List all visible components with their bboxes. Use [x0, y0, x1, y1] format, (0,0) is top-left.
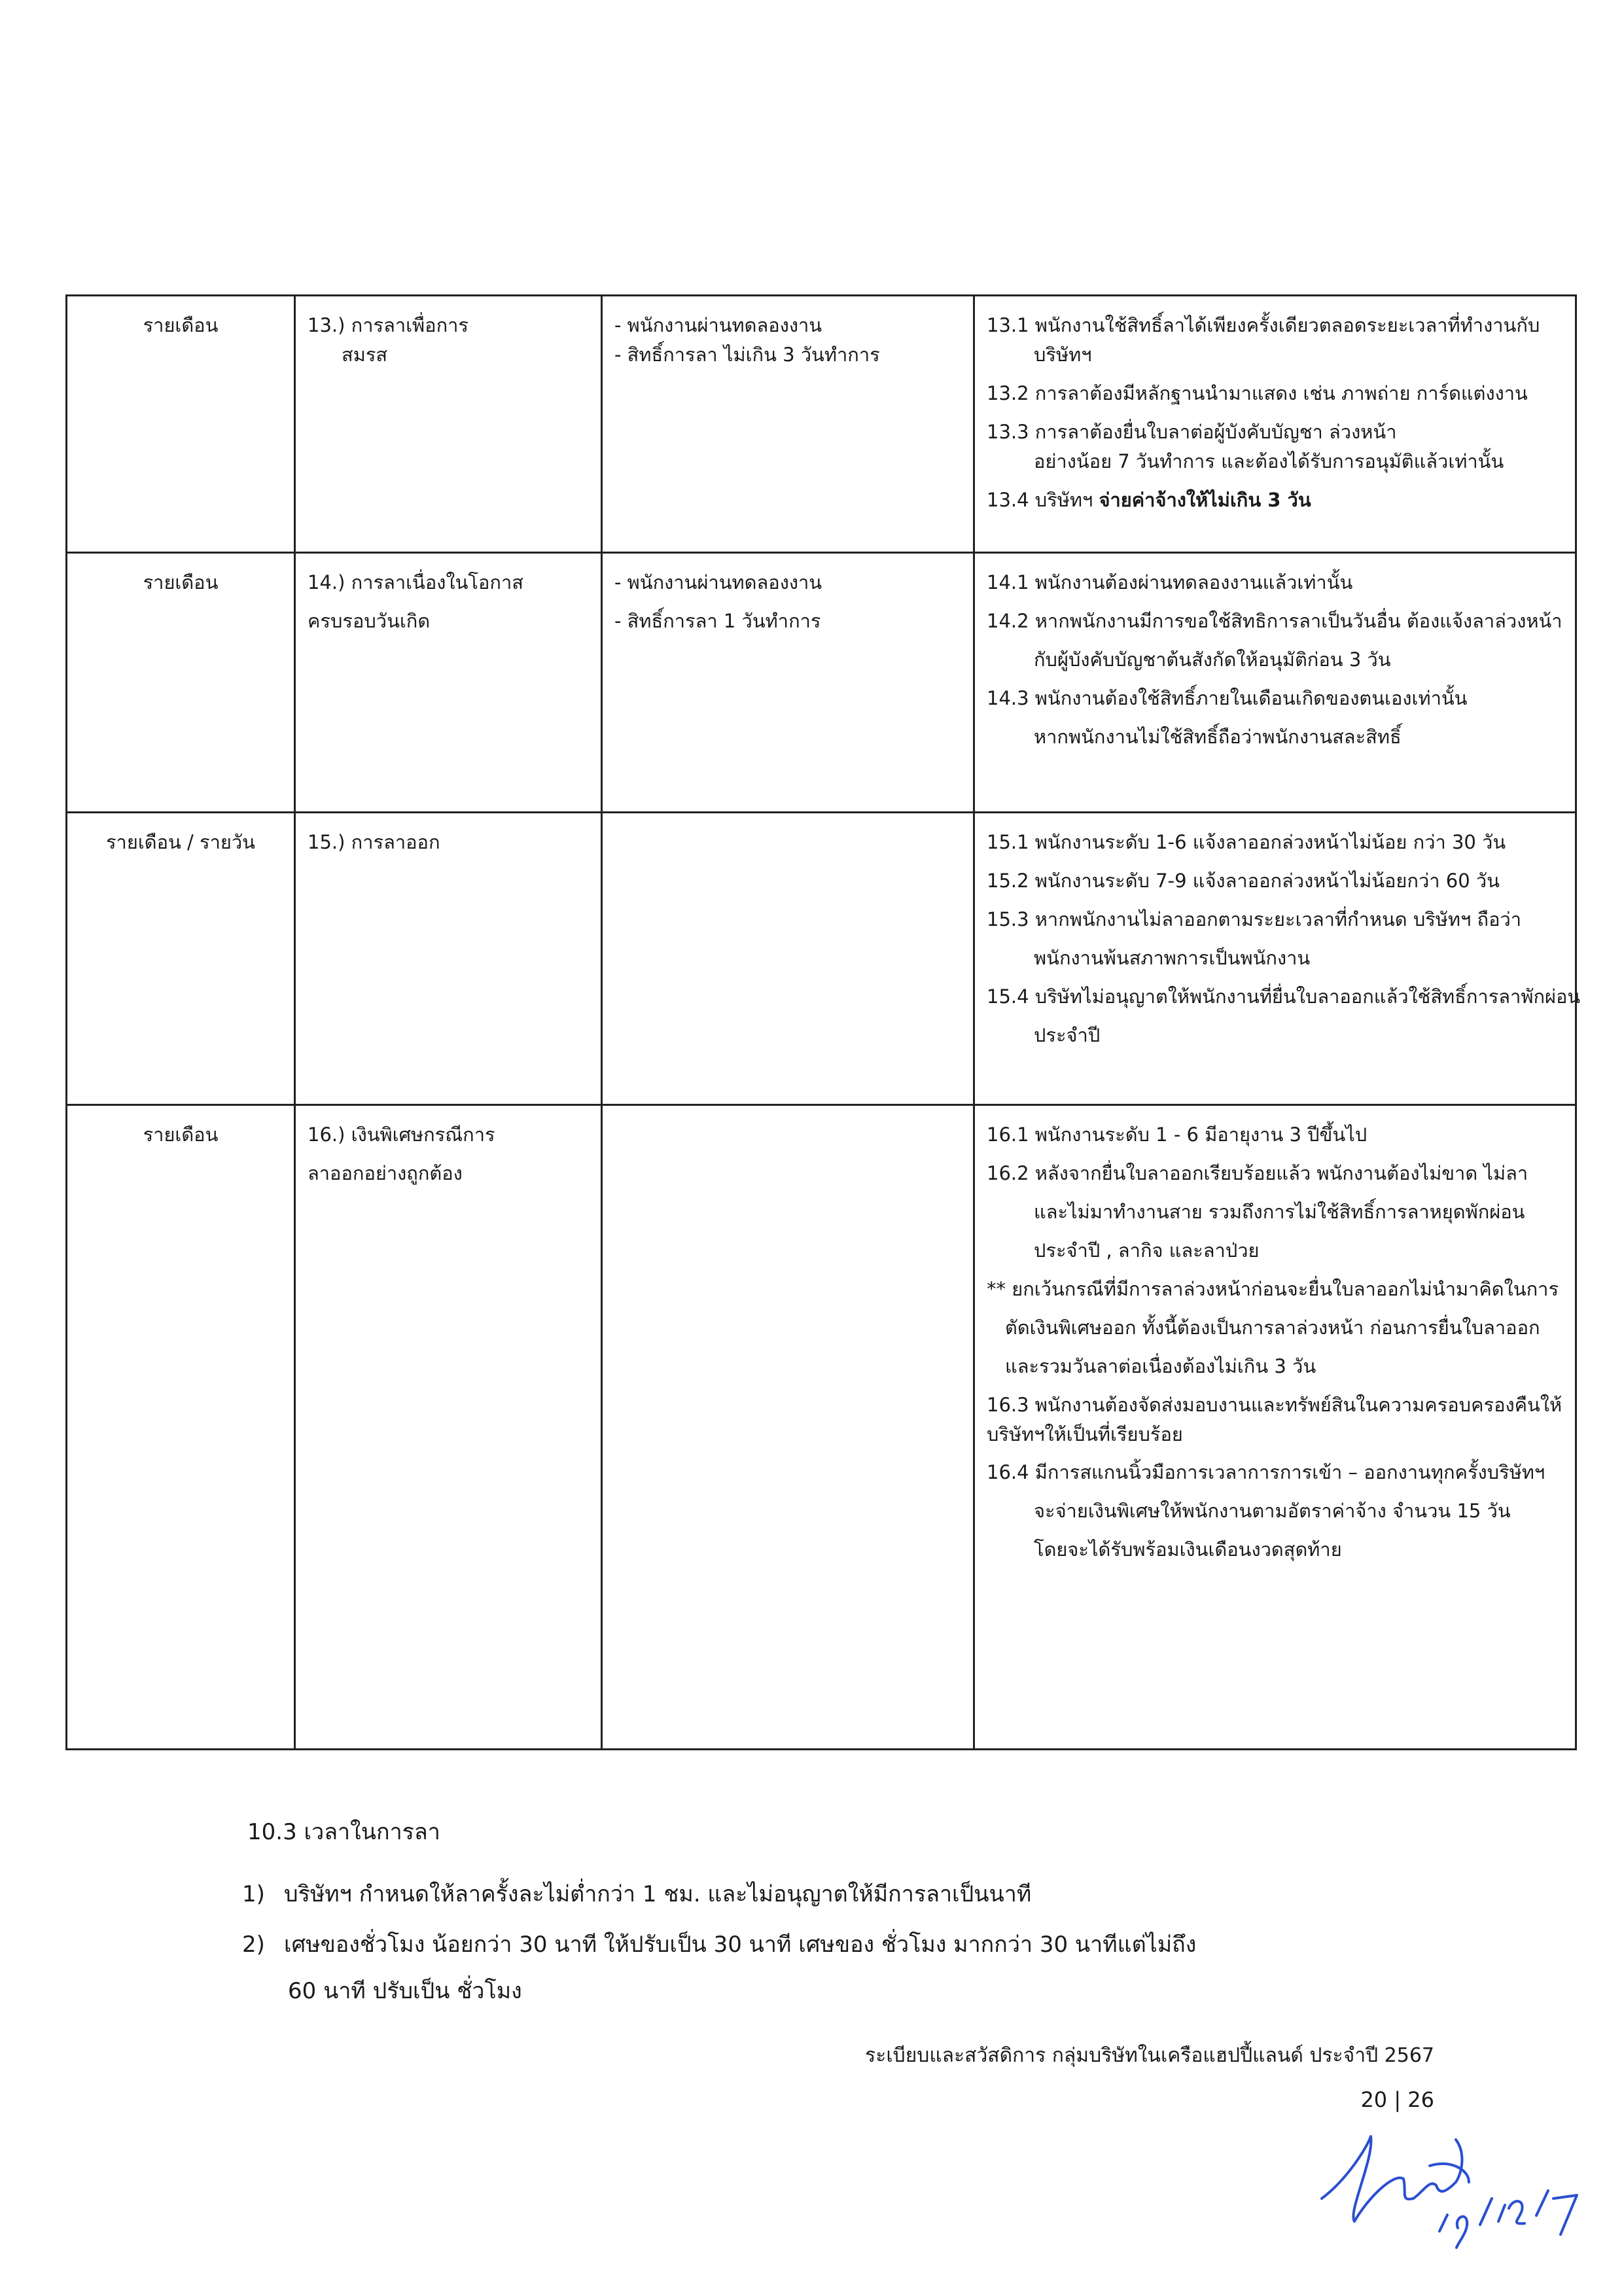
condition-line: 16.1 พนักงานระดับ 1 - 6 มีอายุงาน 3 ปีขึ้นไป — [987, 1123, 1368, 1146]
condition-line-prefix: 13.4 บริษัทฯ — [987, 488, 1093, 511]
condition-line: ตัดเงินพิเศษออก ทั้งนี้ต้องเป็นการลาล่วงหน้า ก่อนการยื่นใบลาออก — [1005, 1316, 1540, 1339]
leave-time-rules — [242, 1878, 1357, 2025]
topic-line: 15.) การลาออก — [308, 831, 440, 853]
topic-cell — [295, 1105, 602, 1750]
handwritten-signature — [1309, 2100, 1583, 2257]
condition-line: 13.2 การลาต้องมีหลักฐานนำมาแสดง เช่น ภาพถ่าย การ์ดแต่งงาน — [987, 381, 1528, 404]
table-row — [67, 553, 1576, 813]
eligibility-cell — [602, 296, 974, 553]
list-item-text: บริษัทฯ กำหนดให้ลาครั้งละไม่ต่ำกว่า 1 ชม. และไม่อนุญาตให้มีการลาเป็นนาที — [284, 1881, 1032, 1907]
list-item — [242, 1878, 1357, 1911]
condition-line: 16.2 หลังจากยื่นใบลาออกเรียบร้อยแล้ว พนักงานต้องไม่ขาด ไม่ลา — [987, 1161, 1528, 1184]
employee-type-cell — [67, 296, 295, 553]
topic-cell — [295, 296, 602, 553]
topic-cell — [295, 553, 602, 813]
condition-line: ประจำปี — [1034, 1023, 1101, 1046]
condition-line: 15.1 พนักงานระดับ 1-6 แจ้งลาออกล่วงหน้าไม่น้อย กว่า 30 วัน — [987, 831, 1506, 853]
employee-type-cell — [67, 813, 295, 1105]
page-number: 20 | 26 — [1360, 2087, 1434, 2112]
employee-type-cell — [67, 553, 295, 813]
eligibility-cell — [602, 553, 974, 813]
section-heading: 10.3 เวลาในการลา — [247, 1819, 440, 1845]
list-item — [242, 1928, 1357, 2008]
condition-line: 15.2 พนักงานระดับ 7-9 แจ้งลาออกล่วงหน้าไม่น้อยกว่า 60 วัน — [987, 869, 1500, 892]
employee-type: รายเดือน — [143, 314, 219, 336]
condition-line: 14.1 พนักงานต้องผ่านทดลองงานแล้วเท่านั้น — [987, 571, 1353, 593]
list-item-number: 2) — [242, 1932, 265, 1958]
topic-line: ลาออกอย่างถูกต้อง — [308, 1161, 463, 1184]
condition-line: 16.3 พนักงานต้องจัดส่งมอบงานและทรัพย์สินในความครอบครองคืนให้ — [987, 1393, 1562, 1416]
condition-line-emphasis: จ่ายค่าจ้างให้ไม่เกิน 3 วัน — [1099, 488, 1311, 511]
condition-line: และไม่มาทำงานสาย รวมถึงการไม่ใช้สิทธิ์การลาหยุดพักผ่อน — [1034, 1200, 1525, 1223]
condition-line: บริษัทฯ — [1034, 343, 1092, 366]
eligibility-line: - สิทธิ์การลา ไม่เกิน 3 วันทำการ — [614, 343, 880, 366]
eligibility-line: - สิทธิ์การลา 1 วันทำการ — [614, 609, 821, 632]
employee-type: รายเดือน — [143, 571, 219, 593]
condition-line: 14.2 หากพนักงานมีการขอใช้สิทธิการลาเป็นวันอื่น ต้องแจ้งลาล่วงหน้า — [987, 609, 1562, 632]
condition-line — [987, 486, 1563, 515]
condition-line: ประจำปี , ลากิจ และลาป่วย — [1034, 1239, 1260, 1262]
list-item-number: 1) — [242, 1881, 265, 1907]
condition-line: โดยจะได้รับพร้อมเงินเดือนงวดสุดท้าย — [1034, 1538, 1342, 1561]
conditions-cell — [974, 1105, 1576, 1750]
topic-line: 14.) การลาเนื่องในโอกาส — [308, 571, 523, 593]
footer-text: ระเบียบและสวัสดิการ กลุ่มบริษัทในเครือแฮปปี้แลนด์ ประจำปี 2567 — [865, 2044, 1434, 2067]
condition-line: และรวมวันลาต่อเนื่องต้องไม่เกิน 3 วัน — [1005, 1354, 1316, 1377]
conditions-cell — [974, 813, 1581, 1105]
employee-type: รายเดือน — [143, 1123, 219, 1146]
eligibility-line: - พนักงานผ่านทดลองงาน — [614, 314, 822, 336]
employee-type: รายเดือน / รายวัน — [105, 831, 255, 853]
condition-line: 13.3 การลาต้องยื่นใบลาต่อผู้บังคับบัญชา ล่วงหน้า — [987, 420, 1397, 443]
condition-line: บริษัทฯให้เป็นที่เรียบร้อย — [987, 1422, 1183, 1445]
condition-line: ** ยกเว้นกรณีที่มีการลาล่วงหน้าก่อนจะยื่นใบลาออกไม่นำมาคิดในการ — [987, 1277, 1559, 1300]
condition-line: กับผู้บังคับบัญชาต้นสังกัดให้อนุมัติก่อน 3 วัน — [1034, 648, 1391, 671]
employee-type-cell — [67, 1105, 295, 1750]
condition-line: อย่างน้อย 7 วันทำการ และต้องได้รับการอนุมัติแล้วเท่านั้น — [1034, 450, 1504, 472]
topic-line: 16.) เงินพิเศษกรณีการ — [308, 1123, 495, 1146]
eligibility-line: - พนักงานผ่านทดลองงาน — [614, 571, 822, 593]
condition-line: จะจ่ายเงินพิเศษให้พนักงานตามอัตราค่าจ้าง จำนวน 15 วัน — [1034, 1500, 1511, 1523]
condition-line: 16.4 มีการสแกนนิ้วมือการเวลาการการเข้า – ออกงานทุกครั้งบริษัทฯ — [987, 1461, 1545, 1484]
table-row — [67, 813, 1576, 1105]
list-item-body — [284, 1928, 1357, 2008]
condition-line: พนักงานพ้นสภาพการเป็นพนักงาน — [1034, 946, 1311, 969]
table-row — [67, 296, 1576, 553]
condition-line: 15.4 บริษัทไม่อนุญาตให้พนักงานที่ยื่นใบลาออกแล้วใช้สิทธิ์การลาพักผ่อน — [987, 985, 1581, 1008]
condition-line: หากพนักงานไม่ใช้สิทธิ์ถือว่าพนักงานสละสิทธิ์ — [1034, 725, 1402, 748]
conditions-cell — [974, 553, 1576, 813]
list-item-continuation: 60 นาที ปรับเป็น ชั่วโมง — [288, 1978, 522, 2004]
topic-line: สมรส — [342, 343, 388, 366]
list-item-text: เศษของชั่วโมง น้อยกว่า 30 นาที ให้ปรับเป็น 30 นาที เศษของ ชั่วโมง มากกว่า 30 นาทีแต่ไม่ถึง — [284, 1932, 1197, 1958]
condition-line: 14.3 พนักงานต้องใช้สิทธิ์ภายในเดือนเกิดของตนเองเท่านั้น — [987, 686, 1468, 709]
conditions-cell — [974, 296, 1576, 553]
condition-line: 13.1 พนักงานใช้สิทธิ์ลาได้เพียงครั้งเดียวตลอดระยะเวลาที่ทำงานกับ — [987, 314, 1540, 336]
eligibility-cell — [602, 813, 974, 1105]
topic-cell — [295, 813, 602, 1105]
condition-line: 15.3 หากพนักงานไม่ลาออกตามระยะเวลาที่กำหนด บริษัทฯ ถือว่า — [987, 908, 1522, 930]
topic-line: 13.) การลาเพื่อการ — [308, 314, 468, 336]
topic-line: ครบรอบวันเกิด — [308, 609, 431, 632]
eligibility-cell — [602, 1105, 974, 1750]
table-row — [67, 1105, 1576, 1750]
leave-policy-table — [65, 294, 1581, 1750]
